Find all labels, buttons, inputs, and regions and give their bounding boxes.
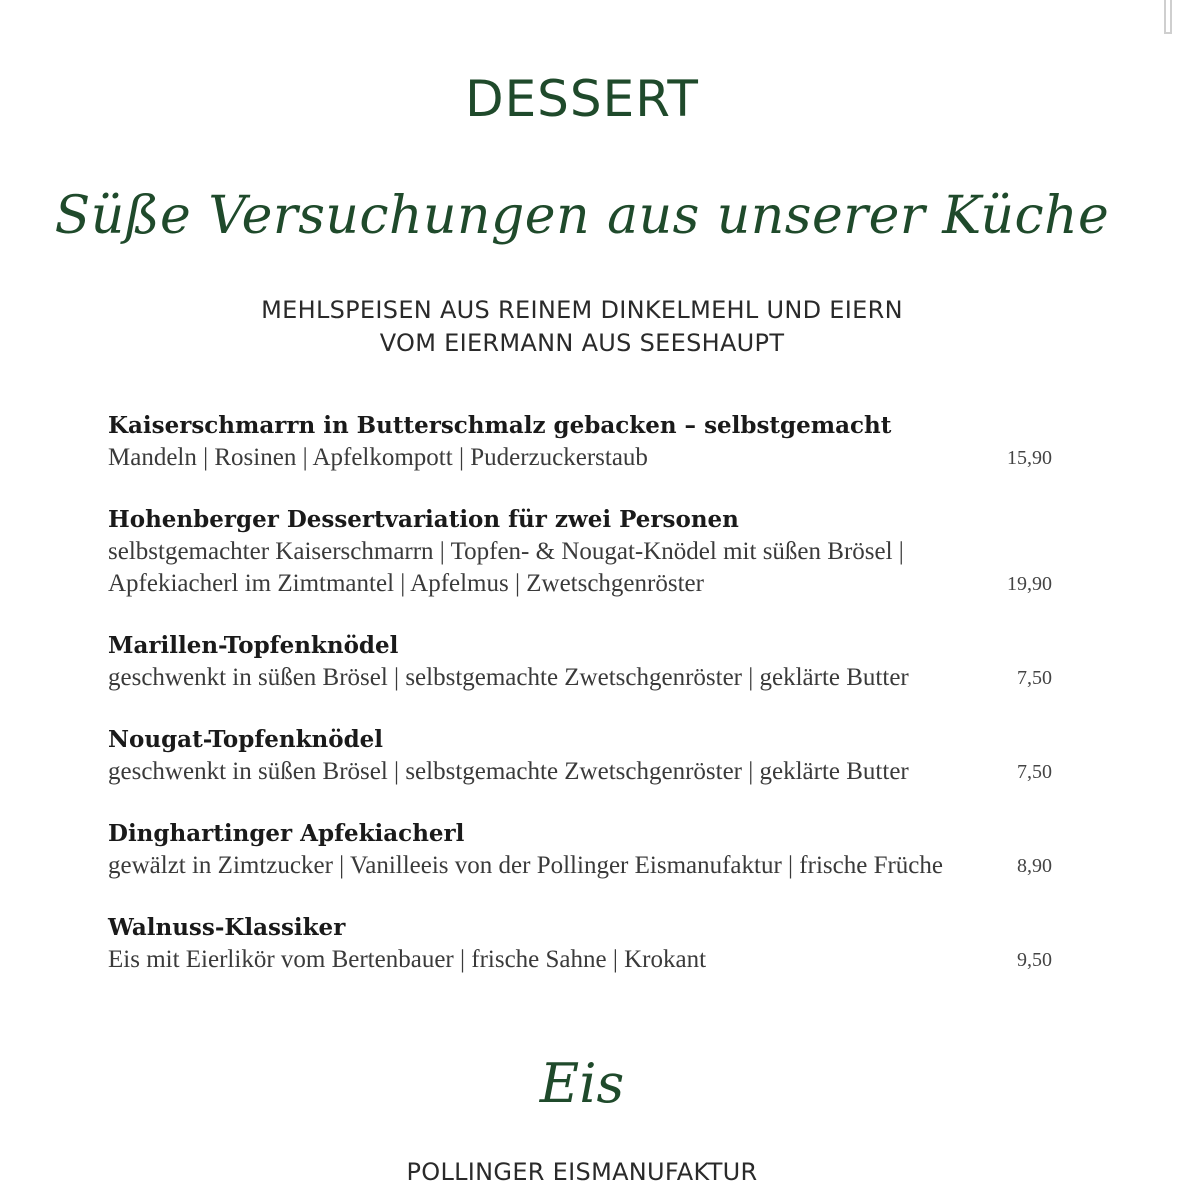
- item-name: Kaiserschmarrn in Butterschmalz gebacken – selbstgemacht: [108, 412, 892, 439]
- item-description: Eis mit Eierlikör vom Bertenbauer | frische Sahne | Krokant: [108, 946, 707, 973]
- dessert-list: [108, 410, 1052, 1006]
- item-name: Marillen-Topfenknödel: [108, 632, 399, 659]
- item-description: gewälzt in Zimtzucker | Vanilleeis von der Pollinger Eismanufaktur | frische Früche: [108, 852, 943, 879]
- corner-mark: [1164, 0, 1172, 34]
- item-name: Walnuss-Klassiker: [108, 914, 346, 941]
- menu-item: [108, 630, 1052, 694]
- item-name: Nougat-Topfenknödel: [108, 726, 384, 753]
- intro-line: MEHLSPEISEN AUS REINEM DINKELMEHL UND EIERN: [261, 296, 903, 324]
- item-price: 7,50: [1017, 667, 1052, 689]
- intro-line: VOM EIERMANN AUS SEESHAUPT: [379, 329, 785, 357]
- menu-item: [108, 912, 1052, 976]
- item-price: 9,50: [1017, 949, 1052, 971]
- page-title: DESSERT: [465, 70, 699, 128]
- menu-item: [108, 410, 1052, 474]
- section-script-heading: Süße Versuchungen aus unserer Küche: [54, 186, 1110, 246]
- item-description: geschwenkt in süßen Brösel | selbstgemachte Zwetschgenröster | geklärte Butter: [108, 758, 909, 785]
- item-name: Dinghartinger Apfekiacherl: [108, 820, 465, 847]
- item-price: 15,90: [1007, 447, 1052, 469]
- item-description: selbstgemachter Kaiserschmarrn | Topfen- & Nougat-Knödel mit süßen Brösel | Apfekiacherl im Zimtmantel | Apfelmus | Zwetschgenröster: [108, 538, 904, 597]
- menu-item: [108, 504, 1052, 600]
- item-price: 8,90: [1017, 855, 1052, 877]
- item-description: Mandeln | Rosinen | Apfelkompott | Puderzuckerstaub: [108, 444, 648, 471]
- eis-script-heading: Eis: [539, 1052, 625, 1115]
- intro-text: [0, 294, 1164, 360]
- item-description: geschwenkt in süßen Brösel | selbstgemachte Zwetschgenröster | geklärte Butter: [108, 664, 909, 691]
- menu-item: [108, 818, 1052, 882]
- item-name: Hohenberger Dessertvariation für zwei Personen: [108, 506, 739, 533]
- item-price: 19,90: [1007, 573, 1052, 595]
- item-price: 7,50: [1017, 761, 1052, 783]
- eis-manufaktur-label: POLLINGER EISMANUFAKTUR: [406, 1158, 758, 1186]
- menu-item: [108, 724, 1052, 788]
